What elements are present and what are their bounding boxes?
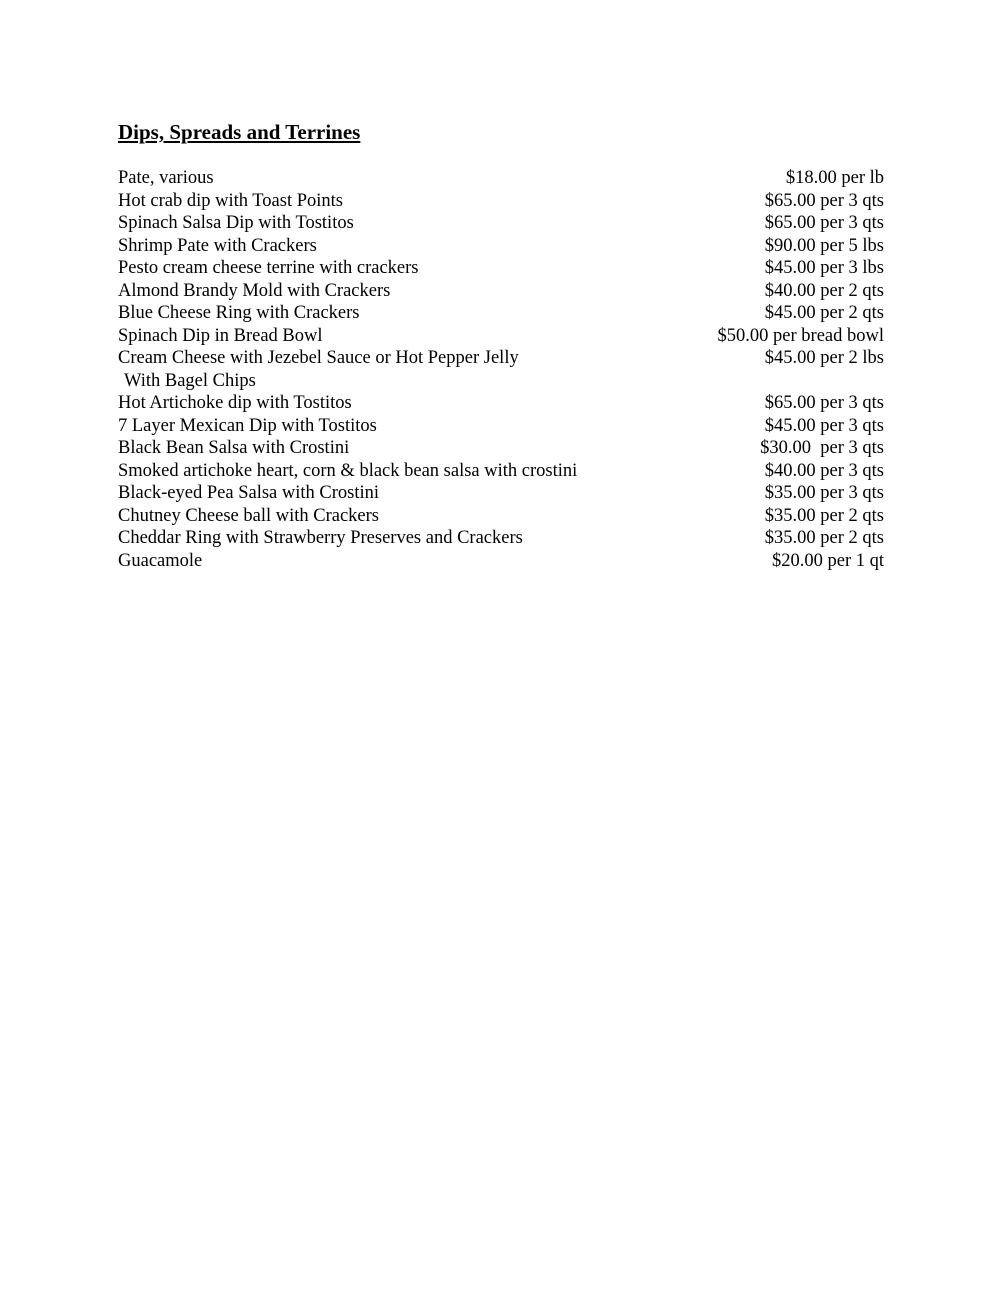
item-name: Hot crab dip with Toast Points <box>118 190 343 211</box>
menu-item <box>118 437 884 460</box>
item-name: Blue Cheese Ring with Crackers <box>118 303 360 323</box>
menu-item <box>118 505 884 528</box>
section-title: Dips, Spreads and Terrines <box>118 120 361 144</box>
item-name: Shrimp Pate with Crackers <box>118 235 317 256</box>
item-name: Smoked artichoke heart, corn & black bean salsa with crostini <box>118 460 578 481</box>
menu-item <box>118 550 884 573</box>
item-price: $40.00 per 3 qts <box>764 460 884 481</box>
menu-item <box>118 415 884 438</box>
menu-item <box>118 257 884 280</box>
menu-item <box>118 325 884 348</box>
item-name: Hot Artichoke dip with Tostitos <box>118 393 352 413</box>
item-price: $50.00 per bread bowl <box>717 325 884 346</box>
menu-item <box>118 527 884 550</box>
menu-item <box>118 302 884 325</box>
menu-item-continuation <box>118 370 884 393</box>
item-name: Cream Cheese with Jezebel Sauce or Hot Pepper Jelly <box>118 348 519 368</box>
menu-item <box>118 392 884 415</box>
item-price: $20.00 per 1 qt <box>771 550 884 571</box>
item-price: $35.00 per 2 qts <box>764 505 884 526</box>
item-name: Cheddar Ring with Strawberry Preserves and Crackers <box>118 528 523 548</box>
menu-item <box>118 190 884 213</box>
item-name: Guacamole <box>118 550 203 571</box>
item-price: $45.00 per 2 qts <box>764 303 884 323</box>
item-price: $40.00 per 2 qts <box>764 280 884 301</box>
menu-item <box>118 167 884 190</box>
item-name: 7 Layer Mexican Dip with Tostitos <box>118 415 377 436</box>
item-price: $65.00 per 3 qts <box>764 393 884 413</box>
menu-item <box>118 347 884 370</box>
item-name: Chutney Cheese ball with Crackers <box>118 505 379 526</box>
item-price: $45.00 per 2 lbs <box>764 348 884 368</box>
item-price: $18.00 per lb <box>785 168 884 188</box>
item-price: $45.00 per 3 qts <box>764 415 884 436</box>
item-name: Pesto cream cheese terrine with crackers <box>118 258 419 278</box>
menu-item <box>118 460 884 483</box>
item-name: Black Bean Salsa with Crostini <box>118 438 350 458</box>
item-name: With Bagel Chips <box>124 370 256 391</box>
menu-item <box>118 212 884 235</box>
item-price: $45.00 per 3 lbs <box>764 258 884 278</box>
item-price: $65.00 per 3 qts <box>764 190 884 211</box>
menu-item <box>118 482 884 505</box>
item-name: Almond Brandy Mold with Crackers <box>118 280 391 301</box>
item-price: $65.00 per 3 qts <box>764 213 884 233</box>
item-price: $35.00 per 3 qts <box>764 483 884 503</box>
item-name: Spinach Salsa Dip with Tostitos <box>118 213 354 233</box>
menu-item <box>118 235 884 258</box>
item-price: $35.00 per 2 qts <box>764 528 884 548</box>
item-name: Spinach Dip in Bread Bowl <box>118 325 323 346</box>
item-name: Black-eyed Pea Salsa with Crostini <box>118 483 380 503</box>
item-price: $90.00 per 5 lbs <box>764 235 884 256</box>
menu-item <box>118 280 884 303</box>
item-name: Pate, various <box>118 168 214 188</box>
menu-list <box>118 167 884 572</box>
item-price: $30.00 per 3 qts <box>760 438 884 458</box>
